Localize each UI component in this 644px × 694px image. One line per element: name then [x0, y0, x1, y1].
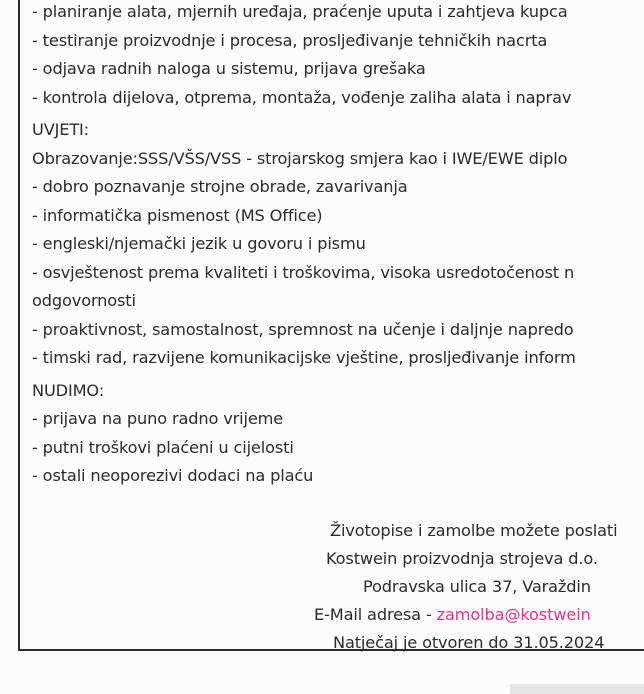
duty-item: - planiranje alata, mjernih uređaja, praćenje uputa i zahtjeva kupca: [32, 2, 568, 21]
condition-item: - osvještenost prema kvaliteti i troškovima, visoka usredotočenost n: [32, 262, 575, 282]
email-line: [314, 601, 591, 630]
condition-item: odgovornosti: [32, 291, 136, 310]
conditions-heading: UVJETI:: [32, 120, 89, 139]
email-link[interactable]: zamolba@kostwein: [436, 605, 591, 624]
deadline: Natječaj je otvoren do 31.05.2024: [333, 633, 605, 652]
condition-item: - informatička pismenost (MS Office): [32, 205, 323, 225]
duty-item: - odjava radnih naloga u sistemu, prijava grešaka: [32, 59, 426, 78]
job-ad-text: [32, 2, 644, 652]
condition-item: - engleski/njemački jezik u govoru i pismu: [32, 234, 366, 253]
offer-item: - prijava na puno radno vrijeme: [32, 409, 284, 428]
duty-item: - kontrola dijelova, otprema, montaža, vođenje zaliha alata i naprav: [32, 87, 572, 107]
condition-item: - proaktivnost, samostalnost, spremnost na učenje i daljnje napredo: [32, 319, 574, 339]
condition-item: Obrazovanje:SSS/VŠS/VSS - strojarskog smjera kao i IWE/EWE diplo: [32, 148, 568, 168]
condition-item: - dobro poznavanje strojne obrade, zavarivanja: [32, 177, 408, 196]
email-label: E-Mail adresa -: [314, 605, 437, 624]
offer-item: - putni troškovi plaćeni u cijelosti: [32, 437, 294, 457]
duty-item: - testiranje proizvodnje i procesa, prosljeđivanje tehničkih nacrta: [32, 30, 548, 50]
offer-item: - ostali neoporezivi dodaci na plaću: [32, 466, 314, 485]
contact-intro: Životopise i zamolbe možete poslati: [330, 521, 618, 540]
company-address: Podravska ulica 37, Varaždin: [363, 577, 591, 596]
condition-item: - timski rad, razvijene komunikacijske vještine, prosljeđivanje inform: [32, 348, 576, 367]
offer-heading: NUDIMO:: [32, 380, 105, 400]
company-name: Kostwein proizvodnja strojeva d.o.: [326, 549, 598, 568]
page-edge: [510, 684, 644, 694]
